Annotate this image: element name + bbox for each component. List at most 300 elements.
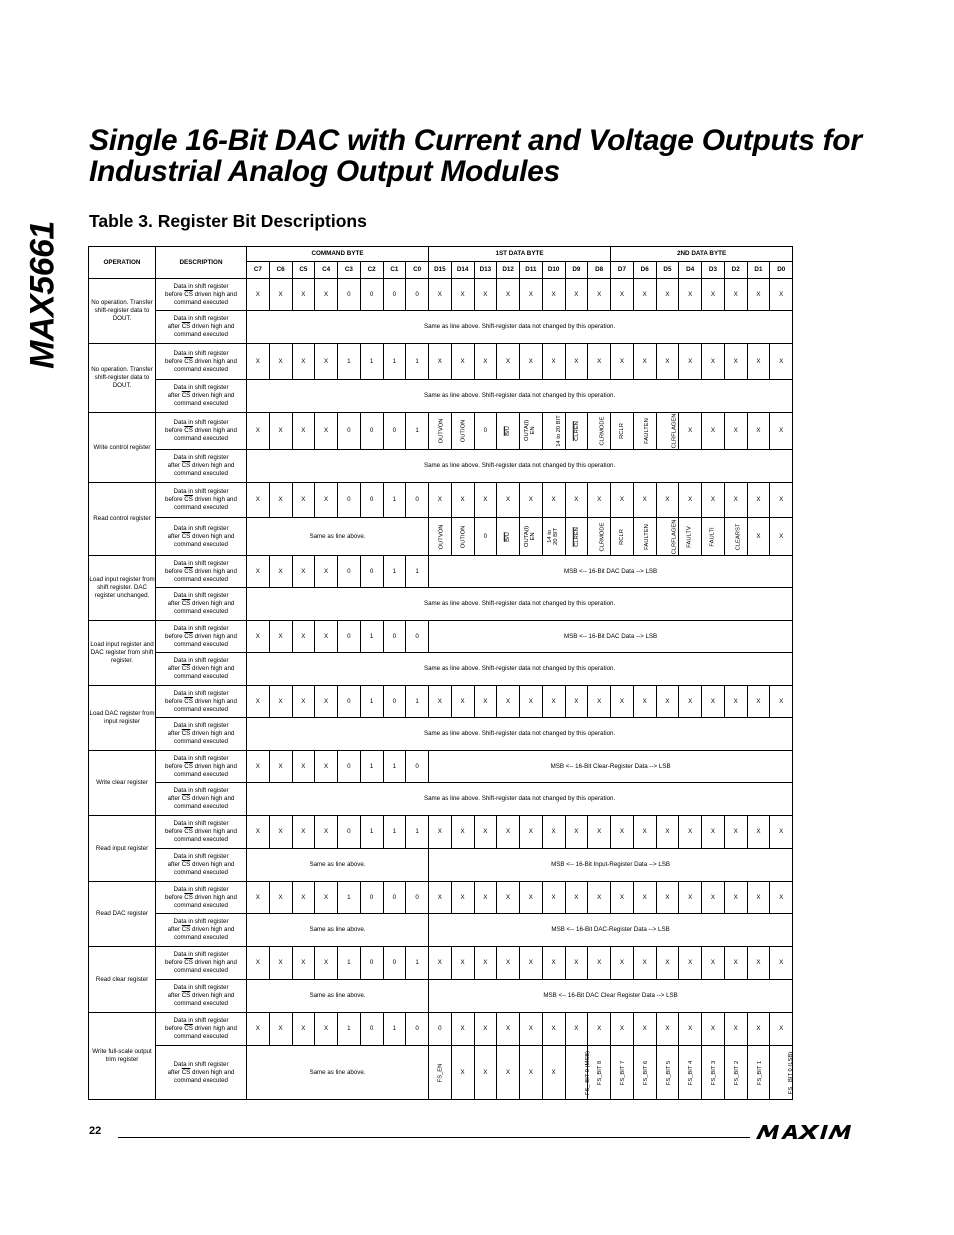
bit-cell: X bbox=[315, 413, 338, 450]
control-bit-cell bbox=[429, 518, 452, 556]
desc-line: driven high and bbox=[192, 893, 237, 901]
bit-cell: X bbox=[724, 344, 747, 380]
desc-line: Data in shift register bbox=[173, 454, 229, 461]
bit-cell: X bbox=[633, 947, 656, 980]
bit-header: D13 bbox=[474, 262, 497, 279]
description-cell bbox=[156, 1046, 247, 1100]
bit-label: 14 to 20 BIT bbox=[555, 415, 562, 447]
bit-label: FAULTV bbox=[687, 525, 694, 548]
bit-label: OUTVON bbox=[438, 524, 445, 549]
control-bit-cell bbox=[679, 1046, 702, 1100]
description-cell bbox=[156, 686, 247, 718]
bit-label: CLREN bbox=[573, 421, 580, 441]
bit-cell: 0 bbox=[383, 621, 406, 653]
description-cell bbox=[156, 380, 247, 413]
bit-cell: X bbox=[429, 947, 452, 980]
bit-cell: X bbox=[702, 413, 725, 450]
desc-line: command executed bbox=[174, 673, 228, 680]
control-bit-cell bbox=[588, 1046, 611, 1100]
bit-header: C4 bbox=[315, 262, 338, 279]
bit-cell: X bbox=[269, 556, 292, 588]
bit-cell: X bbox=[747, 816, 770, 849]
bit-cell: X bbox=[269, 1013, 292, 1046]
bit-label: FS_ BIT 9 (MSB) bbox=[584, 1050, 591, 1095]
bit-cell: X bbox=[611, 1013, 634, 1046]
desc-line: Data in shift register bbox=[173, 282, 229, 290]
bit-cell: X bbox=[292, 413, 315, 450]
desc-line: Data in shift register bbox=[173, 951, 229, 958]
bit-cell: X bbox=[565, 279, 588, 311]
bit-cell: X bbox=[497, 816, 520, 849]
bit-label: OUTA(I) bbox=[524, 420, 531, 442]
bit-cell: X bbox=[247, 1013, 270, 1046]
control-bit-cell bbox=[565, 518, 588, 556]
bit-label: OUTION bbox=[460, 525, 467, 548]
table-row bbox=[89, 450, 793, 483]
bit-cell: X bbox=[588, 816, 611, 849]
bit-cell: X bbox=[611, 686, 634, 718]
bit-cell: 1 bbox=[383, 751, 406, 783]
desc-line: before bbox=[165, 697, 185, 705]
bit-cell: 0 bbox=[360, 483, 383, 518]
part-number-sidebar: MAX5661 bbox=[23, 221, 62, 369]
bit-cell: X bbox=[656, 1013, 679, 1046]
cs-signal: $\overline{CS}$ bbox=[184, 893, 193, 901]
bit-header: D9 bbox=[565, 262, 588, 279]
bit-cell: X bbox=[542, 816, 565, 849]
bit-cell: 0 bbox=[338, 483, 361, 518]
table-row bbox=[89, 718, 793, 751]
bit-header: C7 bbox=[247, 262, 270, 279]
bit-cell: X bbox=[497, 483, 520, 518]
bit-cell: X bbox=[451, 1046, 474, 1100]
description-header: DESCRIPTION bbox=[156, 247, 247, 279]
description-cell bbox=[156, 1013, 247, 1046]
desc-line: command executed bbox=[174, 470, 228, 477]
span-cell: MSB <-- 16-Bit DAC Clear Register Data --> LSB bbox=[429, 980, 793, 1013]
desc-line: command executed bbox=[174, 331, 228, 338]
bit-label: OUTVON bbox=[438, 418, 445, 444]
bit-cell: X bbox=[315, 279, 338, 311]
bit-cell: X bbox=[292, 483, 315, 518]
bit-cell: 0 bbox=[429, 1013, 452, 1046]
bit-label: 14 to bbox=[547, 529, 554, 543]
bit-header: D3 bbox=[702, 262, 725, 279]
bit-cell: X bbox=[747, 882, 770, 914]
cs-signal: $\overline{CS}$ bbox=[181, 795, 191, 802]
bit-cell: X bbox=[770, 483, 793, 518]
desc-line: Data in shift register bbox=[173, 384, 229, 391]
bit-cell: 1 bbox=[406, 556, 429, 588]
table-row bbox=[89, 556, 793, 588]
desc-line: after bbox=[167, 532, 182, 540]
description-cell bbox=[156, 588, 247, 621]
bit-cell: 0 bbox=[383, 686, 406, 718]
bit-cell: X bbox=[611, 882, 634, 914]
control-bit-cell bbox=[656, 413, 679, 450]
control-bit-cell bbox=[656, 518, 679, 556]
bit-cell: X bbox=[679, 947, 702, 980]
desc-line: after bbox=[167, 795, 182, 802]
bit-cell: X bbox=[565, 344, 588, 380]
control-bit-cell bbox=[633, 518, 656, 556]
desc-line: driven high and bbox=[190, 392, 235, 399]
bit-cell: X bbox=[679, 483, 702, 518]
desc-line: after bbox=[167, 1068, 182, 1076]
table-row bbox=[89, 380, 793, 413]
operation-cell: Read input register bbox=[89, 816, 156, 882]
control-bit-cell bbox=[497, 518, 520, 556]
bit-cell: X bbox=[656, 344, 679, 380]
bit-cell: X bbox=[542, 1046, 565, 1100]
bit-label: B/U bbox=[505, 531, 512, 542]
desc-line: Data in shift register bbox=[173, 1060, 229, 1068]
desc-line: before bbox=[165, 290, 185, 298]
bit-cell: 1 bbox=[383, 556, 406, 588]
bit-cell: X bbox=[724, 882, 747, 914]
bit-header: D15 bbox=[429, 262, 452, 279]
bit-cell: X bbox=[520, 947, 543, 980]
control-bit-cell bbox=[520, 413, 543, 450]
bit-cell: X bbox=[292, 686, 315, 718]
cs-signal: $\overline{CS}$ bbox=[184, 1025, 193, 1032]
description-cell bbox=[156, 450, 247, 483]
bit-label: FAULTI bbox=[709, 526, 716, 547]
desc-line: command executed bbox=[174, 770, 228, 778]
bit-cell: X bbox=[747, 947, 770, 980]
bit-cell: X bbox=[451, 882, 474, 914]
cs-signal: $\overline{CS}$ bbox=[184, 632, 193, 640]
bit-cell: X bbox=[474, 816, 497, 849]
bit-cell: X bbox=[770, 882, 793, 914]
desc-line: Data in shift register bbox=[173, 592, 229, 599]
bit-cell: X bbox=[702, 483, 725, 518]
data-byte-2-header: 2ND DATA BYTE bbox=[611, 247, 793, 262]
description-cell bbox=[156, 947, 247, 980]
description-cell bbox=[156, 882, 247, 914]
table-title: Table 3. Register Bit Descriptions bbox=[89, 211, 367, 231]
bit-cell: X bbox=[269, 947, 292, 980]
table-row bbox=[89, 518, 793, 556]
cs-signal: $\overline{CS}$ bbox=[181, 323, 191, 330]
bit-cell: 1 bbox=[406, 413, 429, 450]
desc-line: before bbox=[165, 762, 185, 770]
bit-cell: X bbox=[747, 686, 770, 718]
bit-cell: X bbox=[747, 344, 770, 380]
bit-cell: X bbox=[269, 751, 292, 783]
table-row bbox=[89, 344, 793, 380]
bit-cell: 1 bbox=[360, 816, 383, 849]
desc-line: command executed bbox=[174, 901, 228, 909]
table-row bbox=[89, 413, 793, 450]
cs-signal: $\overline{CS}$ bbox=[184, 567, 193, 575]
desc-line: command executed bbox=[174, 640, 228, 648]
bit-cell: X bbox=[770, 279, 793, 311]
bit-cell: 0 bbox=[406, 279, 429, 311]
desc-line: command executed bbox=[174, 836, 228, 843]
control-bit-cell bbox=[542, 413, 565, 450]
bit-label: OUTION bbox=[460, 419, 467, 443]
bit-cell: 0 bbox=[360, 279, 383, 311]
description-cell bbox=[156, 914, 247, 947]
desc-line: before bbox=[165, 427, 185, 434]
bit-cell: X bbox=[247, 621, 270, 653]
table-row bbox=[89, 816, 793, 849]
description-cell bbox=[156, 980, 247, 1013]
bit-cell: X bbox=[315, 344, 338, 380]
desc-line: command executed bbox=[174, 934, 228, 941]
span-cell: Same as line above. Shift-register data not changed by this operation. bbox=[247, 783, 793, 816]
desc-line: before bbox=[165, 357, 185, 365]
bit-cell: X bbox=[247, 816, 270, 849]
control-bit-cell bbox=[588, 413, 611, 450]
desc-line: after bbox=[167, 323, 182, 330]
desc-line: Data in shift register bbox=[173, 657, 229, 664]
control-bit-cell bbox=[429, 413, 452, 450]
bit-header: C5 bbox=[292, 262, 315, 279]
bit-header: D0 bbox=[770, 262, 793, 279]
bit-cell: 1 bbox=[360, 344, 383, 380]
bit-cell: X bbox=[520, 344, 543, 380]
bit-cell: X bbox=[588, 947, 611, 980]
desc-line: before bbox=[165, 828, 185, 835]
bit-cell: X bbox=[611, 816, 634, 849]
bit-cell: X bbox=[542, 344, 565, 380]
desc-line: Data in shift register bbox=[173, 1017, 229, 1024]
bit-cell: X bbox=[247, 686, 270, 718]
bit-label: FAULTEN bbox=[643, 418, 650, 444]
control-bit-cell bbox=[429, 1046, 452, 1100]
control-bit-cell bbox=[565, 413, 588, 450]
bit-cell: X bbox=[679, 413, 702, 450]
span-cell: Same as line above. bbox=[247, 1046, 429, 1100]
cs-signal: $\overline{CS}$ bbox=[184, 357, 193, 365]
bit-cell: X bbox=[656, 882, 679, 914]
cs-signal: $\overline{CS}$ bbox=[181, 665, 191, 672]
desc-line: driven high and bbox=[192, 357, 237, 365]
bit-cell: X bbox=[747, 518, 770, 556]
bit-cell: X bbox=[724, 483, 747, 518]
bit-label: FS_BIT 2 bbox=[733, 1060, 740, 1085]
bit-cell: X bbox=[724, 947, 747, 980]
bit-label: FS_BIT 1 bbox=[756, 1060, 763, 1085]
bit-cell: 0 bbox=[360, 947, 383, 980]
desc-line: driven high and bbox=[190, 323, 235, 330]
bit-cell: X bbox=[588, 279, 611, 311]
bit-cell: X bbox=[588, 1013, 611, 1046]
bit-cell: X bbox=[451, 279, 474, 311]
bit-cell: X bbox=[315, 556, 338, 588]
bit-label: OUTA(I) bbox=[524, 525, 531, 547]
desc-line: driven high and bbox=[192, 1025, 237, 1032]
bit-cell: X bbox=[315, 621, 338, 653]
bit-cell: X bbox=[702, 344, 725, 380]
span-cell: Same as line above. bbox=[247, 849, 429, 882]
desc-line: command executed bbox=[174, 967, 228, 974]
footer-rule bbox=[118, 1137, 750, 1138]
table-row bbox=[89, 1046, 793, 1100]
bit-cell: X bbox=[679, 882, 702, 914]
bit-cell: 1 bbox=[406, 344, 429, 380]
bit-cell: X bbox=[292, 751, 315, 783]
bit-cell: X bbox=[520, 1013, 543, 1046]
bit-cell: 0 bbox=[338, 556, 361, 588]
bit-cell: X bbox=[656, 279, 679, 311]
bit-cell: X bbox=[520, 816, 543, 849]
desc-line: Data in shift register bbox=[173, 689, 229, 697]
bit-cell: 0 bbox=[383, 279, 406, 311]
bit-cell: X bbox=[497, 1013, 520, 1046]
bit-cell: X bbox=[269, 344, 292, 380]
desc-line: driven high and bbox=[192, 762, 237, 770]
desc-line: before bbox=[165, 496, 185, 503]
bit-cell: X bbox=[747, 413, 770, 450]
control-bit-cell bbox=[724, 518, 747, 556]
operation-cell: No operation. Transfer shift-register data to DOUT. bbox=[89, 279, 156, 344]
bit-cell: X bbox=[474, 947, 497, 980]
bit-cell: X bbox=[269, 882, 292, 914]
desc-line: command executed bbox=[174, 540, 228, 548]
desc-line: Data in shift register bbox=[173, 885, 229, 893]
bit-cell: X bbox=[292, 556, 315, 588]
desc-line: driven high and bbox=[190, 1068, 235, 1076]
bit-cell: 1 bbox=[383, 344, 406, 380]
bit-header: D10 bbox=[542, 262, 565, 279]
bit-cell: X bbox=[542, 882, 565, 914]
bit-cell: 0 bbox=[338, 751, 361, 783]
bit-cell: X bbox=[474, 344, 497, 380]
control-bit-cell bbox=[770, 1046, 793, 1100]
control-bit-cell bbox=[656, 1046, 679, 1100]
desc-line: Data in shift register bbox=[173, 754, 229, 762]
desc-line: after bbox=[167, 392, 182, 399]
control-bit-cell bbox=[633, 413, 656, 450]
bit-cell: X bbox=[247, 882, 270, 914]
operation-cell: Load input register from shift register. DAC register unchanged. bbox=[89, 556, 156, 621]
operation-cell: Write control register bbox=[89, 413, 156, 483]
span-cell: Same as line above. Shift-register data not changed by this operation. bbox=[247, 588, 793, 621]
bit-cell: X bbox=[542, 1013, 565, 1046]
bit-cell: X bbox=[497, 344, 520, 380]
bit-label: FS_EN bbox=[436, 1063, 443, 1082]
cs-signal: $\overline{CS}$ bbox=[184, 959, 193, 966]
description-cell bbox=[156, 621, 247, 653]
desc-line: before bbox=[165, 1025, 185, 1032]
bit-label: FS_BIT 7 bbox=[620, 1060, 627, 1085]
bit-cell: X bbox=[520, 686, 543, 718]
control-bit-cell bbox=[702, 518, 725, 556]
table-row bbox=[89, 751, 793, 783]
description-cell bbox=[156, 783, 247, 816]
control-bit-cell bbox=[451, 413, 474, 450]
table-row bbox=[89, 783, 793, 816]
table-row bbox=[89, 849, 793, 882]
bit-cell: 1 bbox=[338, 344, 361, 380]
bit-cell: X bbox=[269, 621, 292, 653]
bit-header: C0 bbox=[406, 262, 429, 279]
desc-line: driven high and bbox=[190, 861, 235, 868]
bit-cell: X bbox=[611, 279, 634, 311]
bit-cell: 0 bbox=[383, 413, 406, 450]
table-row bbox=[89, 947, 793, 980]
desc-line: Data in shift register bbox=[173, 820, 229, 827]
table-row bbox=[89, 882, 793, 914]
bit-cell: X bbox=[315, 947, 338, 980]
bit-cell: X bbox=[611, 947, 634, 980]
desc-line: driven high and bbox=[190, 532, 235, 540]
bit-cell: X bbox=[292, 947, 315, 980]
description-cell bbox=[156, 556, 247, 588]
bit-cell: X bbox=[474, 1046, 497, 1100]
span-cell: MSB <-- 16-Bit DAC-Register Data --> LSB bbox=[429, 914, 793, 947]
description-cell bbox=[156, 483, 247, 518]
desc-line: command executed bbox=[174, 738, 228, 745]
bit-label: CLEARST bbox=[735, 523, 742, 550]
bit-cell: X bbox=[679, 686, 702, 718]
bit-label: CLRFLAGEN bbox=[670, 519, 677, 554]
bit-cell: X bbox=[656, 947, 679, 980]
table-row bbox=[89, 483, 793, 518]
bit-header: C6 bbox=[269, 262, 292, 279]
bit-header: D11 bbox=[520, 262, 543, 279]
desc-line: command executed bbox=[174, 435, 228, 442]
bit-header: D2 bbox=[724, 262, 747, 279]
bit-cell: X bbox=[315, 882, 338, 914]
bit-cell: X bbox=[247, 751, 270, 783]
bit-cell: X bbox=[656, 483, 679, 518]
bit-cell: 0 bbox=[383, 882, 406, 914]
bit-cell: X bbox=[315, 1013, 338, 1046]
bit-cell: 0 bbox=[406, 882, 429, 914]
control-bit-cell bbox=[611, 413, 634, 450]
bit-cell: 1 bbox=[360, 686, 383, 718]
bit-cell: 1 bbox=[406, 686, 429, 718]
bit-cell: X bbox=[565, 483, 588, 518]
control-bit-cell bbox=[520, 518, 543, 556]
bit-cell: X bbox=[474, 279, 497, 311]
desc-line: command executed bbox=[174, 1000, 228, 1007]
bit-cell: X bbox=[611, 483, 634, 518]
table-row bbox=[89, 914, 793, 947]
bit-header: D6 bbox=[633, 262, 656, 279]
desc-line: command executed bbox=[174, 608, 228, 615]
bit-cell: X bbox=[315, 686, 338, 718]
operation-cell: Write clear register bbox=[89, 751, 156, 816]
bit-cell: X bbox=[429, 279, 452, 311]
bit-cell: X bbox=[633, 882, 656, 914]
bit-cell: 0 bbox=[383, 947, 406, 980]
bit-cell: X bbox=[770, 344, 793, 380]
desc-line: driven high and bbox=[192, 632, 237, 640]
bit-cell: X bbox=[542, 483, 565, 518]
bit-cell: X bbox=[269, 413, 292, 450]
operation-header: OPERATION bbox=[89, 247, 156, 279]
desc-line: after bbox=[167, 992, 182, 999]
bit-cell: 0 bbox=[360, 1013, 383, 1046]
table-row bbox=[89, 686, 793, 718]
bit-cell: X bbox=[292, 816, 315, 849]
bit-cell: X bbox=[747, 483, 770, 518]
bit-cell: X bbox=[520, 279, 543, 311]
control-bit-cell bbox=[702, 1046, 725, 1100]
bit-cell: X bbox=[429, 882, 452, 914]
desc-line: Data in shift register bbox=[173, 488, 229, 495]
bit-header: D12 bbox=[497, 262, 520, 279]
bit-label: FS_BIT 8 bbox=[597, 1060, 604, 1085]
bit-cell: X bbox=[474, 483, 497, 518]
bit-cell: X bbox=[702, 882, 725, 914]
data-byte-1-header: 1ST DATA BYTE bbox=[429, 247, 611, 262]
